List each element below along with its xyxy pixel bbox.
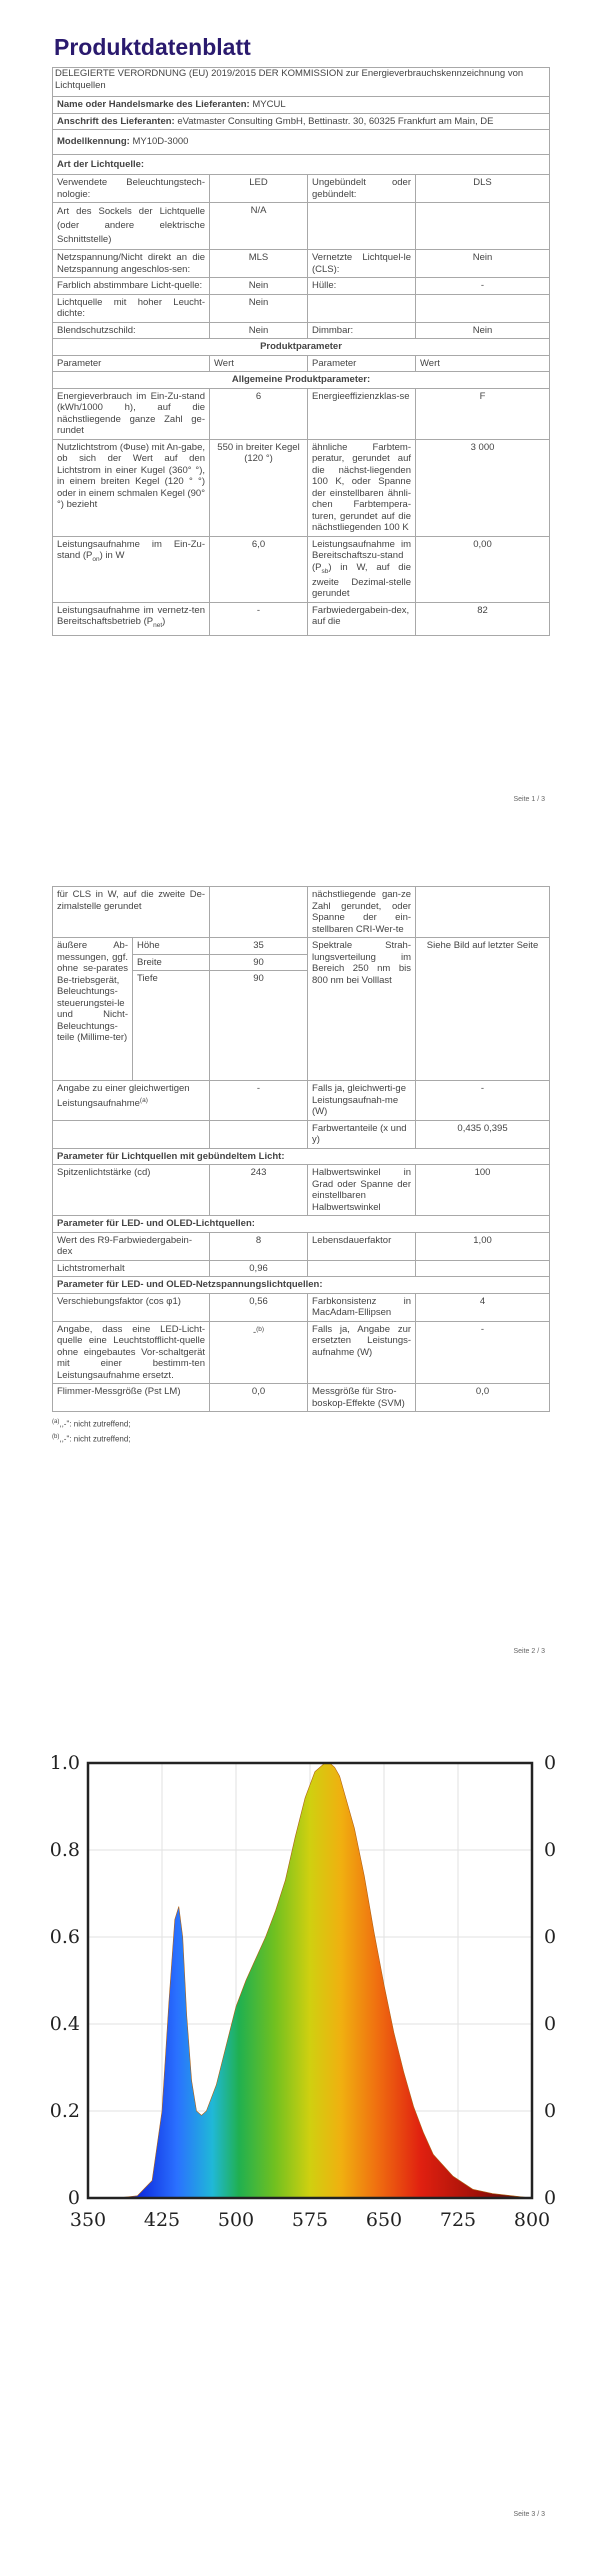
table-row: Flimmer-Messgröße (Pst LM) 0,0 Messgröße für Stro-boskop-Effekte (SVM) 0,0 — [53, 1384, 550, 1412]
directional-params-heading: Parameter für Lichtquellen mit gebündeltem Licht: — [53, 1148, 550, 1165]
right-tick-label: 0 — [544, 1839, 557, 1861]
lightsource-type-heading: Art der Lichtquelle: — [53, 154, 550, 175]
led-params-heading: Parameter für LED- und OLED-Lichtquellen: — [53, 1216, 550, 1233]
table-row: Lichtstromerhalt 0,96 — [53, 1260, 550, 1277]
datasheet-table-1 — [52, 67, 550, 636]
supplier-name-row — [53, 97, 550, 114]
table-row: Angabe, dass eine LED-Licht-quelle eine Leuchtstofflicht-quelle ohne eingebautes Vor-schaltgerät mit einer bestimm-ten Leistungsaufnahme ersetzt. -$^{(b)}$ Falls ja, Angabe zur ersetzten Leistungs-aufnahme (W) - — [53, 1321, 550, 1384]
table-row: Lichtquelle mit hoher Leucht-dichte: Nein — [53, 294, 550, 322]
spectrum-chart — [0, 1735, 603, 2255]
table-row: Farblich abstimmbare Licht-quelle: Nein Hülle: - — [53, 278, 550, 295]
dimensions-label: äußere Ab-messungen, ggf. ohne se-parates Be-triebsgerät, Beleuchtungs-steuerungstei-le und Nicht-Beleuchtungs-teile (Millime-ter) — [53, 938, 133, 1081]
page-footer-3: Seite 3 / 3 — [513, 2511, 545, 2518]
x-tick-label: 800 — [513, 2209, 551, 2231]
page-footer-2: Seite 2 / 3 — [513, 1648, 545, 1655]
table-row: Breite 90 — [53, 954, 550, 971]
supplier-name-label: Name oder Handelsmarke des Lieferanten: — [57, 99, 250, 110]
general-params-heading: Allgemeine Produktparameter: — [53, 372, 550, 389]
model-label: Modellkennung: — [57, 136, 130, 147]
supplier-name: MYCUL — [252, 99, 286, 110]
table-row: Wert des R9-Farbwiedergabein-dex 8 Lebensdauerfaktor 1,00 — [53, 1232, 550, 1260]
right-tick-label: 0 — [544, 2013, 557, 2035]
table-header-row: Parameter Wert Parameter Wert — [53, 355, 550, 372]
table-row: für CLS in W, auf die zweite De-zimalstelle gerundet nächstliegende gan-ze Zahl gerundet, oder Spanne der ein-stellbaren CRI-Wer-te — [53, 887, 550, 938]
y-tick-label: 0.8 — [49, 1839, 80, 1861]
table-row: Angabe zu einer gleichwertigen Leistungsaufnahme$^{(a)}$ - Falls ja, gleichwerti-ge Leistungsaufnah-me (W) - — [53, 1081, 550, 1121]
y-tick-label: 0.4 — [49, 2013, 80, 2035]
table-row: Leistungsaufnahme im Ein-Zu-stand $(P_{on})$ in W 6,0 Leistungsaufnahme im Bereitschaftszu-stand $(P_{sb})$ in W, auf die zweite Dezimal-stelle gerundet 0,00 — [53, 536, 550, 602]
page-1 — [52, 34, 549, 636]
x-tick-label: 575 — [291, 2209, 329, 2231]
x-tick-label: 650 — [365, 2209, 403, 2231]
right-tick-label: 0 — [544, 2100, 557, 2122]
mains-params-heading: Parameter für LED- und OLED-Netzspannungslichtquellen: — [53, 1277, 550, 1294]
datasheet-table-2 — [52, 886, 550, 1412]
model-row — [53, 130, 550, 155]
table-row: Blendschutzschild: Nein Dimmbar: Nein — [53, 322, 550, 339]
table-row: Verschiebungsfaktor (cos φ1) 0,56 Farbkonsistenz in MacAdam-Ellipsen 4 — [53, 1293, 550, 1321]
table-row: Spitzenlichtstärke (cd) 243 Halbwertswinkel in Grad oder Spanne der einstellbaren Halbwertswinkel 100 — [53, 1165, 550, 1216]
x-tick-label: 425 — [143, 2209, 181, 2231]
footnote-b: $^{(b)}$,,-": nicht zutreffend; — [52, 1433, 131, 1444]
right-tick-label: 0 — [544, 2187, 557, 2209]
footnote-a: $^{(a)}$,,-": nicht zutreffend; — [52, 1419, 131, 1429]
x-tick-label: 725 — [439, 2209, 477, 2231]
table-row: Farbwertanteile (x und y) 0,435 0,395 — [53, 1120, 550, 1148]
page-title: Produktdatenblatt — [54, 34, 251, 60]
right-tick-labels — [544, 1752, 556, 2209]
table-row: Leistungsaufnahme im vernetz-ten Bereitschaftsbetrieb $(P_{net})$ - Farbwiedergabein-dex, auf die 82 — [53, 602, 550, 635]
x-tick-labels — [70, 2209, 550, 2231]
supplier-address: eVatmaster Consulting GmbH, Bettinastr. 30, 60325 Frankfurt am Main, DE — [177, 115, 494, 127]
supplier-address-label: Anschrift des Lieferanten: — [57, 115, 175, 127]
x-tick-label: 350 — [69, 2209, 107, 2231]
table-row: Nutzlichtstrom (Φuse) mit An-gabe, ob sich der Wert auf den Lichtstrom in einer Kugel (360° °), in einem breiten Kegel (120 ° °) oder in einem schmalen Kegel (90° °) bezieht 550 in breiter Kegel (120 °) ähnliche Farbtem-peratur, gerundet auf die nächst-liegenden 100 K, oder Spanne der einstellbaren ähnli-chen Farbtempera-turen, gerundet auf die nächstliegenden 100 K 3 000 — [53, 439, 550, 536]
table-row: Verwendete Beleuchtungstech-nologie: LED Ungebündelt oder gebündelt: DLS — [53, 175, 550, 203]
y-tick-label: 1.0 — [49, 1752, 80, 1774]
y-tick-labels — [50, 1752, 80, 2209]
regulation-intro: DELEGIERTE VERORDNUNG (EU) 2019/2015 DER KOMMISSION zur Energieverbrauchskennzeichnung von Lichtquellen — [55, 68, 524, 91]
right-tick-label: 0 — [544, 1752, 557, 1774]
model-id: MY10D-3000 — [132, 136, 189, 147]
table-row: äußere Ab-messungen, ggf. ohne se-parates Be-triebsgerät, Beleuchtungs-steuerungstei-le und Nicht-Beleuchtungs-teile (Millime-ter) Höhe 35 Spektrale Strah-lungsverteilung im Bereich 250 nm bis 800 nm bei Volllast Siehe Bild auf letzter Seite — [53, 938, 550, 955]
spectrum-area — [88, 1763, 532, 2198]
table-row: Art des Sockels der Lichtquelle (oder andere elektrische Schnittstelle) N/A — [53, 203, 550, 250]
supplier-address-row — [53, 113, 550, 130]
page-2 — [52, 886, 549, 1445]
table-row: Netzspannung/Nicht direkt an die Netzspannung angeschlos-sen: MLS Vernetzte Lichtquel-le (CLS): Nein — [53, 250, 550, 278]
y-tick-label: 0.6 — [49, 1926, 80, 1948]
y-tick-label: 0.2 — [49, 2100, 80, 2122]
product-params-heading: Produktparameter — [53, 339, 550, 356]
y-tick-label: 0 — [67, 2187, 80, 2209]
footnotes — [52, 1416, 549, 1445]
x-tick-label: 500 — [217, 2209, 255, 2231]
table-row: Tiefe 90 — [53, 971, 550, 1081]
table-row: Energieverbrauch im Ein-Zu-stand (kWh/1000 h), auf die nächstliegende ganze Zahl ge-rundet 6 Energieeffizienzklas-se F — [53, 388, 550, 439]
page-footer-1: Seite 1 / 3 — [513, 796, 545, 803]
right-tick-label: 0 — [544, 1926, 557, 1948]
